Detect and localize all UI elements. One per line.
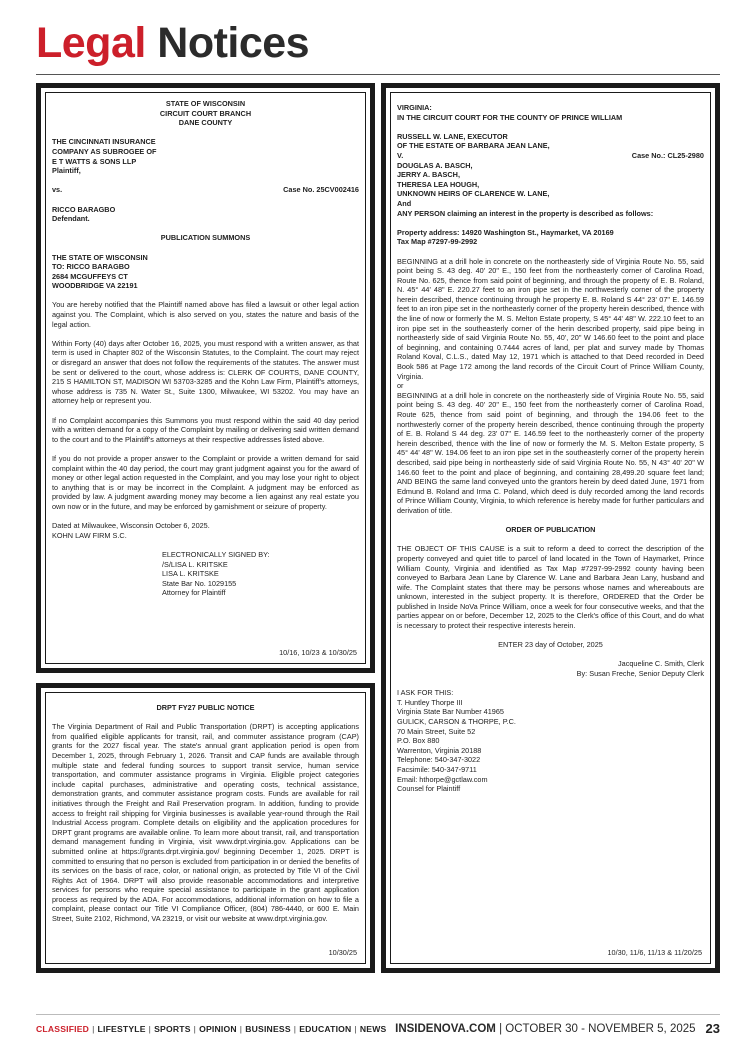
case-row	[52, 185, 359, 195]
va-court-line-1: VIRGINIA:	[397, 103, 432, 112]
section-nav: CLASSIFIED | LIFESTYLE | SPORTS | OPINION | BUSINESS | EDUCATION | NEWS	[36, 1023, 387, 1034]
nav-business[interactable]: BUSINESS	[245, 1023, 291, 1034]
summons-paragraph-3: If no Complaint accompanies this Summons you must respond within the said 40 day period with a written demand for a copy of the Complaint by mailing or delivering said written demand to the court and to the Plaintiff's attorneys at their respective addresses listed above.	[52, 415, 359, 444]
va-defendant-1: DOUGLAS A. BASCH,	[397, 160, 473, 170]
va-defendant-6: ANY PERSON claiming an interest in the property is described as follows:	[397, 208, 654, 218]
signature-line-4: State Bar No. 1029155	[162, 578, 237, 588]
va-counsel-9: Email: hthorpe@gctlaw.com	[397, 774, 488, 784]
signature-line-5: Attorney for Plaintiff	[162, 588, 226, 598]
run-dates: 10/30, 11/6, 11/13 & 11/20/25	[607, 948, 702, 957]
va-counsel-5: P.O. Box 880	[397, 736, 440, 746]
va-case-row	[397, 151, 704, 161]
plaintiff-line-4: Plaintiff,	[52, 166, 81, 176]
plaintiff-line-1: THE CINCINNATI INSURANCE	[52, 137, 156, 147]
va-party-1: RUSSELL W. LANE, EXECUTOR	[397, 131, 508, 141]
run-dates: 10/16, 10/23 & 10/30/25	[279, 648, 357, 657]
issue-dates: OCTOBER 30 - NOVEMBER 5, 2025	[505, 1022, 696, 1035]
summons-heading: PUBLICATION SUMMONS	[160, 233, 251, 243]
signature-line-2: /S/LISA L. KRITSKE	[162, 559, 228, 569]
nav-opinion[interactable]: OPINION	[199, 1023, 237, 1034]
va-party-2: OF THE ESTATE OF BARBARA JEAN LANE,	[397, 141, 550, 151]
drpt-body: The Virginia Department of Rail and Public Transportation (DRPT) is accepting applications from qualified eligible applicants for transit, rail, and commuter assistance program (CAP) grants for the 2027 fiscal year. The state's annual grant application period is open from December 1, 2025, through February 1, 2026. Transit and CAP funds are available through multiple state and federal funding sources to support transit service, human service transportation, and commuter assistance programs in Virginia. Eligible project categories include capital purchases, administrative and operating costs, technical assistance, demonstration grants, and commuter assistance program costs. Funds are available for rail initiatives through the Freight and Rail Preservation program. In addition, funding to provide access to freight rail shipping for Virginia businesses is available year-round through the Rail Industrial Access program. Complete details on eligibility and the application procedures for DRPT grant programs are available online. To learn more about transit, rail, and transportation demand management funding in Virginia, visit www.drpt.virginia.gov. Applications can be submitted online at https://grants.drpt.virginia.gov/ beginning December 1, 2025. DRPT is committed to ensuring that no person is excluded from participation in or denied the benefits of its services on the basis of race, color, or national origin, as protected by Title VI of the Civil Rights Act of 1964. DRPT will also provide reasonable accommodations and interpretive services for persons who require special assistance to participate in the grant application process as required by the ADA. For accommodations, additional information on how to file a complaint, please contact our Title VI Compliance Officer, (804) 786-4440, or 600 E. Main Street, Suite 2102, Richmond, VA 23219, or visit our website at www.drpt.virginia.gov.	[52, 722, 359, 924]
nav-lifestyle[interactable]: LIFESTYLE	[97, 1023, 146, 1034]
site-name[interactable]: INSIDENOVA.COM	[395, 1022, 496, 1035]
footer-rule	[36, 1014, 720, 1015]
va-defendant-4: UNKNOWN HEIRS OF CLARENCE W. LANE,	[397, 189, 550, 199]
virginia-order-notice	[381, 83, 720, 973]
nav-news[interactable]: NEWS	[359, 1023, 387, 1034]
vs-label: vs.	[52, 185, 63, 195]
court-line-3: DANE COUNTY	[178, 118, 233, 128]
va-counsel-4: 70 Main Street, Suite 52	[397, 726, 476, 736]
court-line-1: STATE OF WISCONSIN	[165, 99, 246, 108]
va-defendant-2: JERRY A. BASCH,	[397, 170, 460, 180]
va-counsel-8: Facsimile: 540-347-9711	[397, 764, 477, 774]
va-counsel-6: Warrenton, Virginia 20188	[397, 745, 482, 755]
va-v-label: V.	[397, 150, 404, 160]
addressee-line-4: WOODBRIDGE VA 22191	[52, 281, 138, 291]
court-line-2: CIRCUIT COURT BRANCH	[159, 108, 252, 118]
defendant-line-2: Defendant.	[52, 214, 90, 224]
va-counsel-10: Counsel for Plaintiff	[397, 784, 461, 794]
drpt-heading: DRPT FY27 PUBLIC NOTICE	[156, 703, 255, 712]
va-counsel-1: T. Huntley Thorpe III	[397, 697, 463, 707]
va-counsel-3: GULICK, CARSON & THORPE, P.C.	[397, 717, 516, 726]
defendant-line-1: RICCO BARAGBO	[52, 204, 116, 214]
va-or: or	[397, 381, 404, 391]
va-ask-line: I ASK FOR THIS:	[397, 688, 454, 698]
va-order-text: THE OBJECT OF THIS CAUSE is a suit to reform a deed to correct the description of the property conveyed and quiet title to parcel of land located in the Town of Haymarket, Prince William County, Virginia and identified as Tax Map #7297-99-2992 county having been conveyed to Barbara Jean Lane by Clarence W. Lane and Barbara Jean Lany, husband and wife. The Complaint states that there may be persons whose names and whereabouts are unknown, interested in the subject property. It is therefore, ORDERED that the Order be published in Inside NoVa Prince William, once a week for four consecutive weeks, and that the parties appear on or before, December 12, 2025 to the Clerk's office of this Court, and do what is necessary to protect their respective interests herein.	[397, 544, 704, 631]
va-clerk-line-1: Jacqueline C. Smith, Clerk	[618, 659, 704, 669]
va-description-1: BEGINNING at a drill hole in concrete on the northeasterly side of Virginia Route No. 55, said point being S. 43 deg. 40' 20" E., 150 feet from the northeasterly corner of Carolina Road, Route No. 625, thence from said point of beginning, and through the property of E. B. Roland, N. 45° 44' 48" E. 220.27 feet to an iron pipe set in the northwesterly corner of the property herein described, thence continuing through he property E. B. Roland S 44° 23' 07" E. 146.59 feet to an iron pipe set in the northeasterly corner of the property herein described, thence with the line of now or formerly the M. S. Melton Estate property, S 45° 44' 48" W. 222.10 feet to an iron pipe set in the southeasterly corner of the herin described property, said pipe being in northeasterly side of said Virginia Route No. 55, 40', 20" W 146.60 feet to the point and place of beginning, and containing 0.7444 acres of land, per plat and survey made by Thomas Roland Koval, C.L.S., dated May 12, 1971 which is attached to that Deed recorded in Deed Book 586 at Page 172 among the land records of the Circuit Court of Prince William County, Virginia.	[397, 256, 704, 381]
addressee-line-2: TO: RICCO BARAGBO	[52, 262, 130, 272]
signature-line-3: LISA L. KRITSKE	[162, 569, 219, 579]
wisconsin-summons-notice	[36, 83, 375, 673]
page-footer	[36, 1021, 720, 1036]
va-defendant-5: And	[397, 198, 412, 208]
addressee-line-1: THE STATE OF WISCONSIN	[52, 252, 148, 262]
header-rule	[36, 74, 720, 75]
va-defendant-3: THERESA LEA HOUGH,	[397, 179, 480, 189]
law-firm: KOHN LAW FIRM S.C.	[52, 530, 127, 540]
run-dates: 10/30/25	[328, 948, 357, 957]
case-number: Case No. 25CV002416	[283, 185, 359, 195]
nav-classified[interactable]: CLASSIFIED	[36, 1023, 90, 1034]
va-court-line-2: IN THE CIRCUIT COURT FOR THE COUNTY OF PRINCE WILLIAM	[397, 112, 623, 122]
plaintiff-line-3: E T WATTS & SONS LLP	[52, 156, 137, 166]
summons-paragraph-2: Within Forty (40) days after October 16, 2025, you must respond with a written answer, as that term is used in Chapter 802 of the Wisconsin Statutes, to the Complaint. The court may reject or disregard an answer that does not follow the requirements of the statutes. The answer must be sent or delivered to the court, whose address is: CLERK OF COURTS, DANE COUNTY, 215 S HAMILTON ST, MADISON WI 53703-3285 and the Kohn Law Firm, Plaintiff's attorneys, whose address is 735 N. Water St., Suite 1300, Milwaukee, WI 53202. You may have an attorney help or represent you.	[52, 338, 359, 406]
page-title	[36, 19, 310, 67]
nav-education[interactable]: EDUCATION	[299, 1023, 352, 1034]
va-tax-map: Tax Map #7297-99-2992	[397, 237, 478, 247]
va-description-2: BEGINNING at a drill hole in concrete on the northeasterly side of Virginia Route No. 55, said point being S. 43 deg. 40' 20" E., 150 feet from the northeasterly corner of Carolina Road, Route 625, thence from said point of beginning, and through the 194.06 feet to the northwesterly corner of the property herein described, thence continuing through the property of E. B. Roland S 44 deg. 23' 07" E. 146.59 feet to the northeasterly corner of the property herein described, thence with the line of now or formerly the M. S. Melton Estate property, S 45° 44' 48" W. 194.06 feet to an iron pipe set in the southeasterly corner of the property herein described, said pipe being in northeasterly side of said Virginia Route No. 55, N 43° 40' 20" W 146.60 feet to the point and place of beginning, and containing 28,499.20 square feet land; AND BEING the same land conveyed unto the grantors herein by deed dated June, 1971 from Edmund B. Roland and Irma C. Poland, which deed is duly recorded among the land records of Prince William County, Virginia, to which reference is hereby made for further particulars and derivation of title.	[397, 390, 704, 515]
va-counsel-7: Telephone: 540-347-3022	[397, 755, 481, 765]
signature-line-1: ELECTRONICALLY SIGNED BY:	[162, 549, 270, 559]
va-clerk-line-2: By: Susan Freche, Senior Deputy Clerk	[576, 669, 704, 679]
summons-paragraph-4: If you do not provide a proper answer to the Complaint or provide a written demand for said complaint within the 40 day period, the court may grant judgment against you for the award of money or other legal action requested in the Complaint, and you may lose your right to object to anything that is or may be incorrect in the Complaint. A judgment may be enforced as provided by law. A judgment awarding money may become a lien against any real estate you own now or in the future, and may be enforced by garnishment or seizure of property.	[52, 453, 359, 511]
summons-paragraph-1: You are hereby notified that the Plaintiff named above has filed a lawsuit or other legal action against you. The Complaint, which is also served on you, states the nature and basis of the legal action.	[52, 300, 359, 329]
drpt-public-notice	[36, 683, 375, 973]
addressee-line-3: 2684 MCGUFFEYS CT	[52, 271, 128, 281]
nav-sports[interactable]: SPORTS	[154, 1023, 191, 1034]
va-enter-line: ENTER 23 day of October, 2025	[498, 640, 603, 650]
va-property-address: Property address: 14920 Washington St., Haymarket, VA 20169	[397, 227, 614, 237]
va-case-number: Case No.: CL25-2980	[631, 150, 704, 160]
title-legal: Legal	[36, 19, 146, 67]
plaintiff-line-2: COMPANY AS SUBROGEE OF	[52, 146, 157, 156]
va-order-heading: ORDER OF PUBLICATION	[505, 525, 596, 535]
site-and-dates: INSIDENOVA.COM | OCTOBER 30 - NOVEMBER 5, 2025	[395, 1022, 696, 1035]
dated-line: Dated at Milwaukee, Wisconsin October 6, 2025.	[52, 521, 210, 531]
va-counsel-2: Virginia State Bar Number 41965	[397, 707, 504, 717]
page-number: 23	[705, 1021, 720, 1036]
title-notices: Notices	[157, 19, 310, 67]
